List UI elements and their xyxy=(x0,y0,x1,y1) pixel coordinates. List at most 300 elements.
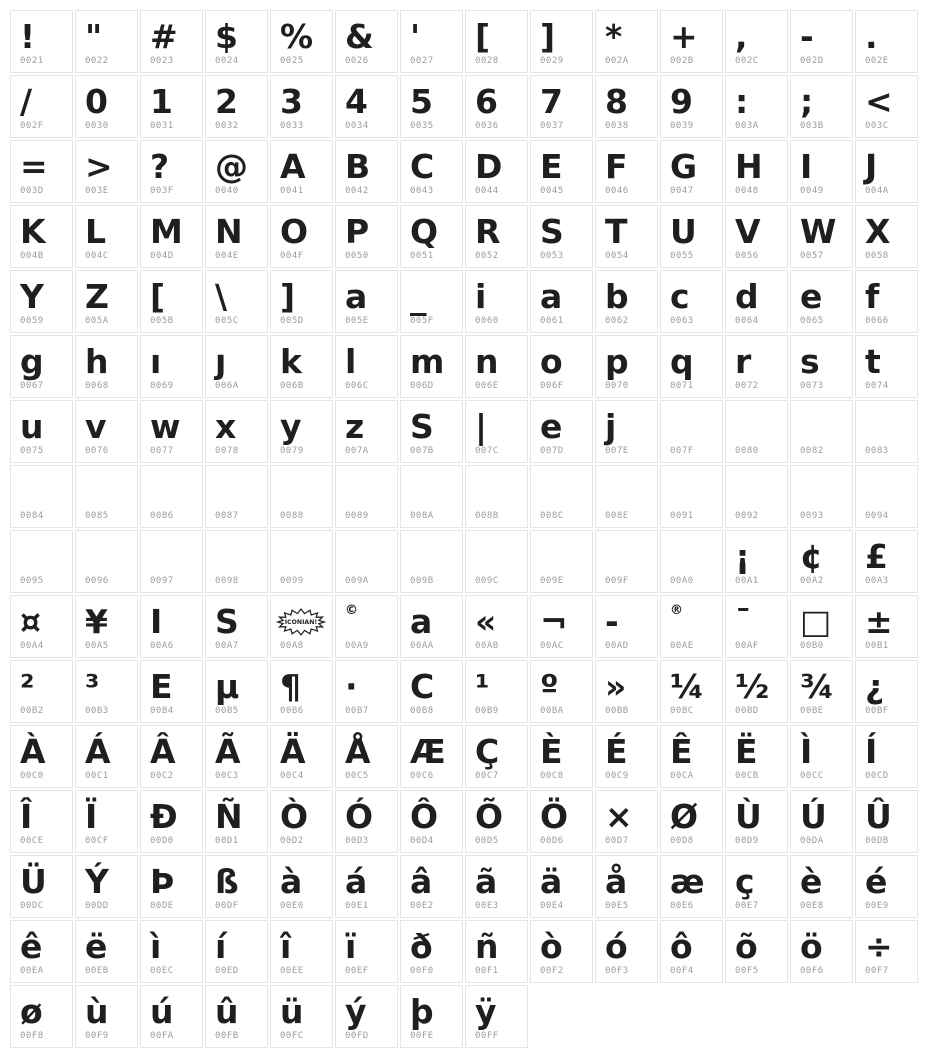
glyph: Þ xyxy=(150,862,175,901)
glyph-cell[interactable] xyxy=(10,465,73,528)
glyph-cell[interactable] xyxy=(335,75,398,138)
glyph-cell[interactable] xyxy=(595,920,658,983)
glyph: I xyxy=(800,147,813,186)
glyph-cell[interactable] xyxy=(75,465,138,528)
glyph-cell[interactable] xyxy=(335,530,398,593)
glyph-cell[interactable] xyxy=(400,725,463,788)
glyph-cell[interactable] xyxy=(790,400,853,463)
glyph-cell[interactable] xyxy=(855,920,918,983)
glyph-cell[interactable] xyxy=(270,400,333,463)
glyph: z xyxy=(345,407,365,446)
glyph-cell[interactable] xyxy=(205,595,268,658)
glyph: H xyxy=(735,147,763,186)
glyph: 4 xyxy=(345,82,368,121)
glyph-cell[interactable] xyxy=(855,205,918,268)
glyph-cell[interactable] xyxy=(465,530,528,593)
glyph-cell[interactable] xyxy=(270,140,333,203)
glyph-cell[interactable] xyxy=(790,465,853,528)
glyph-cell[interactable] xyxy=(140,465,203,528)
glyph: Ô xyxy=(410,797,439,836)
glyph: 6 xyxy=(475,82,498,121)
glyph-cell[interactable] xyxy=(270,465,333,528)
glyph-cell[interactable] xyxy=(140,140,203,203)
glyph-cell[interactable] xyxy=(10,660,73,723)
glyph-cell[interactable] xyxy=(205,465,268,528)
glyph-cell[interactable] xyxy=(530,465,593,528)
glyph-cell[interactable] xyxy=(335,400,398,463)
glyph: W xyxy=(800,212,837,251)
glyph-cell[interactable] xyxy=(660,270,723,333)
code-label: 00FE xyxy=(410,1031,434,1041)
glyph-cell[interactable] xyxy=(75,140,138,203)
glyph-cell[interactable] xyxy=(725,205,788,268)
glyph-cell[interactable] xyxy=(140,855,203,918)
glyph: ë xyxy=(85,927,108,966)
glyph-cell[interactable] xyxy=(140,725,203,788)
glyph-cell[interactable] xyxy=(140,400,203,463)
glyph: @ xyxy=(215,147,248,186)
glyph-cell[interactable] xyxy=(465,335,528,398)
glyph-cell[interactable] xyxy=(790,725,853,788)
glyph-cell[interactable] xyxy=(270,75,333,138)
glyph-cell[interactable] xyxy=(270,725,333,788)
glyph-cell[interactable] xyxy=(855,660,918,723)
code-label: 00B4 xyxy=(150,706,174,716)
glyph-cell[interactable] xyxy=(465,855,528,918)
glyph-cell[interactable] xyxy=(465,985,528,1048)
glyph-cell[interactable] xyxy=(725,660,788,723)
glyph-cell[interactable] xyxy=(855,10,918,73)
code-label: 00FF xyxy=(475,1031,499,1041)
glyph-cell[interactable] xyxy=(140,10,203,73)
code-label: 006D xyxy=(410,381,434,391)
glyph-cell[interactable] xyxy=(855,725,918,788)
glyph-cell[interactable] xyxy=(530,205,593,268)
glyph-cell[interactable] xyxy=(465,790,528,853)
glyph xyxy=(401,531,462,575)
glyph-cell[interactable] xyxy=(335,790,398,853)
code-label: 00FA xyxy=(150,1031,174,1041)
glyph-cell[interactable] xyxy=(400,75,463,138)
glyph-cell[interactable] xyxy=(725,855,788,918)
glyph-cell[interactable] xyxy=(140,75,203,138)
glyph-cell[interactable] xyxy=(270,205,333,268)
glyph xyxy=(141,466,202,510)
glyph-cell[interactable] xyxy=(400,270,463,333)
glyph-cell[interactable] xyxy=(10,790,73,853)
glyph-cell[interactable] xyxy=(335,270,398,333)
glyph-cell[interactable] xyxy=(725,790,788,853)
glyph-cell[interactable] xyxy=(660,790,723,853)
glyph-cell[interactable] xyxy=(75,10,138,73)
glyph-cell[interactable] xyxy=(140,595,203,658)
glyph-cell[interactable] xyxy=(465,270,528,333)
glyph-cell[interactable] xyxy=(270,660,333,723)
glyph: f xyxy=(865,277,880,316)
code-label: 0050 xyxy=(345,251,369,261)
glyph-cell[interactable] xyxy=(205,10,268,73)
glyph xyxy=(401,466,462,510)
glyph-cell[interactable] xyxy=(790,855,853,918)
glyph-cell[interactable] xyxy=(530,660,593,723)
glyph-cell[interactable] xyxy=(725,595,788,658)
glyph-cell[interactable] xyxy=(400,205,463,268)
glyph-cell[interactable] xyxy=(10,140,73,203)
glyph: ê xyxy=(20,927,43,966)
glyph-cell[interactable] xyxy=(10,985,73,1048)
glyph-cell[interactable] xyxy=(140,530,203,593)
glyph-cell[interactable] xyxy=(465,10,528,73)
glyph-cell[interactable] xyxy=(75,205,138,268)
glyph-cell[interactable] xyxy=(660,140,723,203)
glyph: ± xyxy=(865,602,893,641)
glyph-cell[interactable] xyxy=(270,985,333,1048)
glyph-cell[interactable] xyxy=(725,270,788,333)
glyph xyxy=(11,531,72,575)
glyph xyxy=(271,531,332,575)
glyph: Ö xyxy=(540,797,569,836)
glyph-cell[interactable] xyxy=(270,920,333,983)
code-label: 0086 xyxy=(150,511,174,521)
glyph-cell[interactable] xyxy=(595,140,658,203)
glyph-cell[interactable] xyxy=(140,985,203,1048)
code-label: 0042 xyxy=(345,186,369,196)
glyph-cell[interactable] xyxy=(465,920,528,983)
code-label: 008E xyxy=(605,511,629,521)
code-label: 0041 xyxy=(280,186,304,196)
glyph: ¾ xyxy=(800,667,835,706)
glyph-cell[interactable] xyxy=(140,920,203,983)
glyph: k xyxy=(280,342,302,381)
glyph-cell[interactable] xyxy=(335,335,398,398)
glyph-cell[interactable] xyxy=(790,10,853,73)
glyph-cell[interactable] xyxy=(75,530,138,593)
glyph-cell[interactable] xyxy=(205,855,268,918)
glyph-cell[interactable] xyxy=(595,75,658,138)
glyph-cell[interactable] xyxy=(270,595,333,658)
glyph-cell[interactable] xyxy=(205,530,268,593)
glyph-cell[interactable] xyxy=(400,10,463,73)
glyph-cell[interactable] xyxy=(855,400,918,463)
code-label: 0046 xyxy=(605,186,629,196)
glyph-cell[interactable] xyxy=(270,530,333,593)
glyph-cell[interactable] xyxy=(205,985,268,1048)
glyph-cell[interactable] xyxy=(75,920,138,983)
code-label: 00D4 xyxy=(410,836,434,846)
code-label: 003A xyxy=(735,121,759,131)
glyph-cell[interactable] xyxy=(205,205,268,268)
glyph-cell[interactable] xyxy=(595,595,658,658)
code-label: 00E9 xyxy=(865,901,889,911)
glyph xyxy=(856,401,917,445)
glyph-cell[interactable] xyxy=(75,725,138,788)
code-label: 00DD xyxy=(85,901,109,911)
code-label: 00CA xyxy=(670,771,694,781)
glyph-cell[interactable] xyxy=(10,400,73,463)
glyph-cell[interactable] xyxy=(855,140,918,203)
glyph-cell[interactable] xyxy=(335,595,398,658)
code-label: 005A xyxy=(85,316,109,326)
glyph-cell[interactable] xyxy=(790,790,853,853)
glyph-cell[interactable] xyxy=(660,725,723,788)
glyph-cell[interactable] xyxy=(270,790,333,853)
glyph: » xyxy=(605,667,627,706)
glyph: 9 xyxy=(670,82,693,121)
glyph-cell[interactable] xyxy=(530,270,593,333)
glyph-cell[interactable] xyxy=(595,205,658,268)
glyph-cell[interactable] xyxy=(10,10,73,73)
glyph-cell[interactable] xyxy=(660,465,723,528)
glyph-cell[interactable] xyxy=(790,75,853,138)
code-label: 00BD xyxy=(735,706,759,716)
glyph-cell[interactable] xyxy=(855,530,918,593)
glyph: ? xyxy=(150,147,170,186)
glyph-cell[interactable] xyxy=(75,790,138,853)
glyph-cell[interactable] xyxy=(465,140,528,203)
code-label: 002E xyxy=(865,56,889,66)
code-label: 004E xyxy=(215,251,239,261)
glyph-cell[interactable] xyxy=(725,140,788,203)
glyph-cell[interactable] xyxy=(855,855,918,918)
glyph-cell[interactable] xyxy=(465,725,528,788)
glyph-cell[interactable] xyxy=(270,855,333,918)
glyph-cell[interactable] xyxy=(205,920,268,983)
glyph-cell[interactable] xyxy=(400,790,463,853)
glyph-cell[interactable] xyxy=(10,335,73,398)
glyph-cell[interactable] xyxy=(10,725,73,788)
glyph-cell[interactable] xyxy=(140,205,203,268)
glyph-cell[interactable] xyxy=(465,465,528,528)
glyph-cell[interactable] xyxy=(140,660,203,723)
glyph-cell[interactable] xyxy=(335,205,398,268)
glyph-cell[interactable] xyxy=(335,985,398,1048)
glyph-cell[interactable] xyxy=(75,75,138,138)
glyph-cell[interactable] xyxy=(75,660,138,723)
glyph: b xyxy=(605,277,629,316)
glyph: Ë xyxy=(735,732,758,771)
glyph-cell[interactable] xyxy=(400,335,463,398)
glyph-cell[interactable] xyxy=(530,790,593,853)
glyph-cell[interactable] xyxy=(270,335,333,398)
glyph-cell[interactable] xyxy=(400,660,463,723)
glyph-cell[interactable] xyxy=(205,725,268,788)
glyph-cell[interactable] xyxy=(400,140,463,203)
glyph-cell[interactable] xyxy=(10,530,73,593)
glyph: [ xyxy=(475,17,491,56)
glyph-cell[interactable] xyxy=(335,465,398,528)
code-label: 00D3 xyxy=(345,836,369,846)
glyph-cell[interactable] xyxy=(790,595,853,658)
glyph-cell[interactable] xyxy=(855,595,918,658)
glyph-cell[interactable] xyxy=(140,335,203,398)
glyph: r xyxy=(735,342,752,381)
glyph-cell[interactable] xyxy=(790,530,853,593)
glyph-cell[interactable] xyxy=(465,205,528,268)
glyph-cell[interactable] xyxy=(855,335,918,398)
code-label: 00C2 xyxy=(150,771,174,781)
glyph-cell[interactable] xyxy=(725,400,788,463)
glyph-cell[interactable] xyxy=(725,10,788,73)
glyph: x xyxy=(215,407,237,446)
glyph-cell[interactable] xyxy=(400,465,463,528)
glyph-cell[interactable] xyxy=(10,855,73,918)
glyph-cell[interactable] xyxy=(400,530,463,593)
glyph-cell[interactable] xyxy=(10,205,73,268)
glyph-cell[interactable] xyxy=(335,855,398,918)
glyph-cell[interactable] xyxy=(725,75,788,138)
glyph-cell[interactable] xyxy=(855,75,918,138)
glyph-cell[interactable] xyxy=(400,985,463,1048)
glyph-cell[interactable] xyxy=(465,75,528,138)
glyph-cell[interactable] xyxy=(660,400,723,463)
glyph-cell[interactable] xyxy=(660,335,723,398)
glyph-cell[interactable] xyxy=(75,855,138,918)
glyph-cell[interactable] xyxy=(10,270,73,333)
glyph-cell[interactable] xyxy=(790,335,853,398)
code-label: 00B5 xyxy=(215,706,239,716)
code-label: 00A9 xyxy=(345,641,369,651)
glyph-cell[interactable] xyxy=(335,10,398,73)
glyph-cell[interactable] xyxy=(660,10,723,73)
glyph-cell[interactable] xyxy=(205,75,268,138)
glyph-cell[interactable] xyxy=(660,855,723,918)
glyph-cell[interactable] xyxy=(530,140,593,203)
glyph-cell[interactable] xyxy=(660,75,723,138)
glyph-cell[interactable] xyxy=(465,660,528,723)
glyph-cell[interactable] xyxy=(725,335,788,398)
glyph: â xyxy=(410,862,433,901)
glyph-cell[interactable] xyxy=(855,270,918,333)
glyph-cell[interactable] xyxy=(465,400,528,463)
glyph xyxy=(141,531,202,575)
glyph-cell[interactable] xyxy=(530,530,593,593)
glyph-cell[interactable] xyxy=(530,920,593,983)
glyph-cell[interactable] xyxy=(10,920,73,983)
glyph-cell[interactable] xyxy=(75,985,138,1048)
glyph-cell[interactable] xyxy=(205,660,268,723)
glyph-cell[interactable] xyxy=(790,270,853,333)
glyph-cell[interactable] xyxy=(725,465,788,528)
code-label: 008C xyxy=(540,511,564,521)
glyph: É xyxy=(605,732,628,771)
glyph-cell[interactable] xyxy=(205,790,268,853)
glyph-cell[interactable] xyxy=(855,790,918,853)
glyph-cell[interactable] xyxy=(595,790,658,853)
glyph-cell[interactable] xyxy=(660,920,723,983)
glyph-cell[interactable] xyxy=(595,400,658,463)
glyph-cell[interactable] xyxy=(335,725,398,788)
glyph-cell[interactable] xyxy=(660,595,723,658)
glyph-cell[interactable] xyxy=(205,140,268,203)
glyph-cell[interactable] xyxy=(530,725,593,788)
code-label: 0028 xyxy=(475,56,499,66)
code-label: 00FC xyxy=(280,1031,304,1041)
glyph-cell[interactable] xyxy=(10,595,73,658)
glyph-cell[interactable] xyxy=(75,595,138,658)
glyph-cell[interactable] xyxy=(530,855,593,918)
glyph-cell[interactable] xyxy=(205,400,268,463)
glyph: ì xyxy=(150,927,162,966)
glyph-cell[interactable] xyxy=(595,855,658,918)
code-label: 005B xyxy=(150,316,174,326)
glyph-cell[interactable] xyxy=(790,660,853,723)
glyph-cell[interactable] xyxy=(270,270,333,333)
glyph: C xyxy=(410,147,435,186)
glyph-cell[interactable] xyxy=(790,920,853,983)
glyph-cell[interactable] xyxy=(400,400,463,463)
code-label: 00E4 xyxy=(540,901,564,911)
glyph-cell[interactable] xyxy=(335,660,398,723)
glyph-cell[interactable] xyxy=(335,140,398,203)
glyph-cell[interactable] xyxy=(595,725,658,788)
glyph-cell[interactable] xyxy=(400,920,463,983)
glyph: R xyxy=(475,212,501,251)
glyph-cell[interactable] xyxy=(530,335,593,398)
glyph-cell[interactable] xyxy=(595,335,658,398)
glyph: S xyxy=(215,602,239,641)
glyph: ï xyxy=(345,927,357,966)
glyph-cell[interactable] xyxy=(75,270,138,333)
glyph-cell[interactable] xyxy=(205,335,268,398)
glyph-cell[interactable] xyxy=(335,920,398,983)
glyph-cell[interactable] xyxy=(530,400,593,463)
glyph: ô xyxy=(670,927,693,966)
glyph-cell[interactable] xyxy=(790,205,853,268)
glyph-cell[interactable] xyxy=(400,855,463,918)
code-label: 00CE xyxy=(20,836,44,846)
glyph-cell[interactable] xyxy=(530,75,593,138)
glyph-cell[interactable] xyxy=(660,660,723,723)
glyph-cell[interactable] xyxy=(75,335,138,398)
iconian-logo-icon xyxy=(276,608,326,636)
glyph-cell[interactable] xyxy=(75,400,138,463)
glyph: Ç xyxy=(475,732,500,771)
glyph: í xyxy=(215,927,227,966)
code-label: 00F0 xyxy=(410,966,434,976)
glyph-cell[interactable] xyxy=(140,790,203,853)
glyph-cell[interactable] xyxy=(725,920,788,983)
glyph-cell[interactable] xyxy=(530,10,593,73)
code-label: 002D xyxy=(800,56,824,66)
glyph-cell[interactable] xyxy=(205,270,268,333)
glyph-cell[interactable] xyxy=(465,595,528,658)
glyph-cell[interactable] xyxy=(595,465,658,528)
glyph-cell[interactable] xyxy=(725,725,788,788)
glyph-cell[interactable] xyxy=(595,10,658,73)
code-label: 004A xyxy=(865,186,889,196)
glyph-cell[interactable] xyxy=(660,530,723,593)
glyph-cell[interactable] xyxy=(270,10,333,73)
glyph-cell[interactable] xyxy=(10,75,73,138)
code-label: 007B xyxy=(410,446,434,456)
glyph-cell[interactable] xyxy=(400,595,463,658)
glyph-cell[interactable] xyxy=(660,205,723,268)
glyph-cell[interactable] xyxy=(595,660,658,723)
glyph-cell[interactable] xyxy=(530,595,593,658)
code-label: 0044 xyxy=(475,186,499,196)
glyph-cell[interactable] xyxy=(595,530,658,593)
glyph-grid xyxy=(10,10,918,1048)
code-label: 0024 xyxy=(215,56,239,66)
glyph-cell[interactable] xyxy=(855,465,918,528)
code-label: 00E0 xyxy=(280,901,304,911)
glyph: Ý xyxy=(85,862,109,901)
code-label: 00A7 xyxy=(215,641,239,651)
glyph-cell[interactable] xyxy=(725,530,788,593)
glyph-cell[interactable] xyxy=(595,270,658,333)
glyph-cell[interactable] xyxy=(790,140,853,203)
glyph-cell[interactable] xyxy=(140,270,203,333)
